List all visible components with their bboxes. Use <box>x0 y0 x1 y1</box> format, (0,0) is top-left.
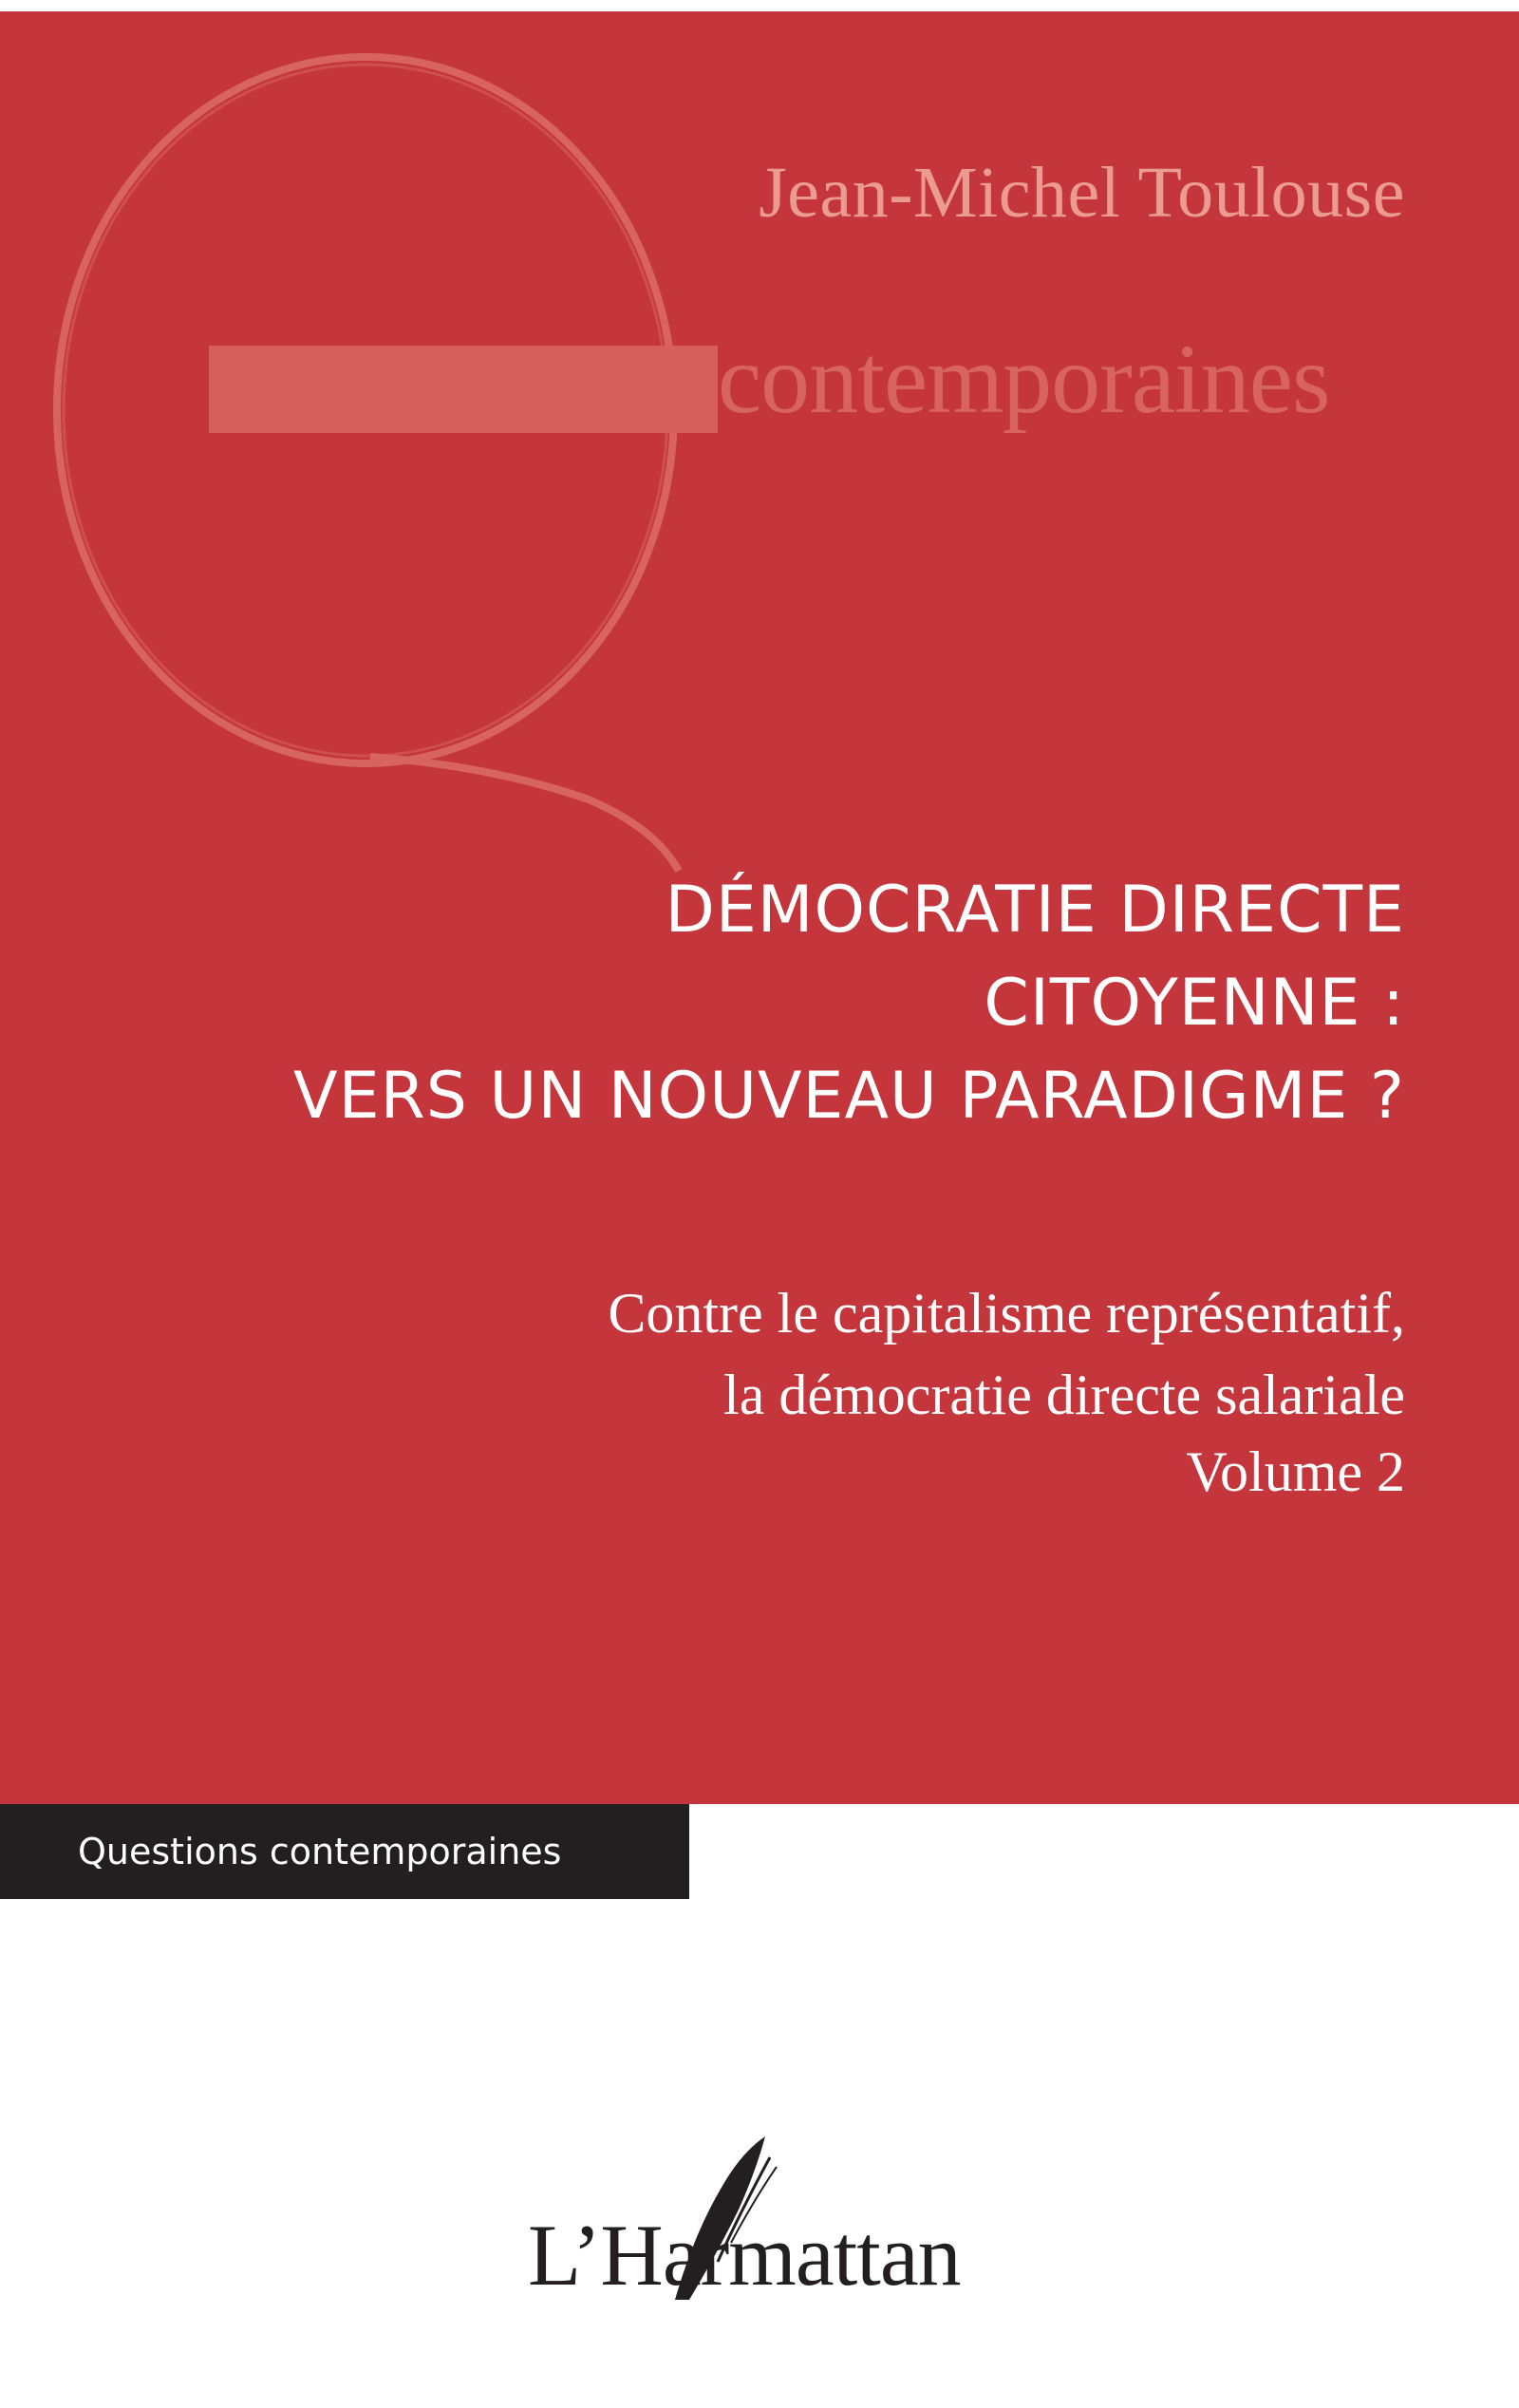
volume-label: Volume 2 <box>1186 1440 1405 1503</box>
title-line: VERS UN NOUVEAU PARADIGME ? <box>293 1059 1405 1134</box>
series-label: Questions contemporaines <box>0 1804 689 1899</box>
publisher-name: L’Harmattan <box>528 2207 961 2304</box>
red-panel <box>0 11 1519 1804</box>
subtitle-line: Contre le capitalisme représentatif, <box>608 1282 1405 1345</box>
series-bar <box>209 346 718 433</box>
title-line: CITOYENNE : <box>984 966 1405 1041</box>
series-ghost-text: contemporaines <box>718 325 1330 434</box>
book-title <box>293 864 1405 1143</box>
publisher-logo <box>528 2119 993 2309</box>
title-line: DÉMOCRATIE DIRECTE <box>665 873 1405 948</box>
author-name: Jean-Michel Toulouse <box>759 153 1405 233</box>
subtitle-line: la démocratie directe salariale <box>723 1364 1405 1426</box>
top-margin <box>0 0 1519 11</box>
book-subtitle <box>608 1272 1405 1436</box>
